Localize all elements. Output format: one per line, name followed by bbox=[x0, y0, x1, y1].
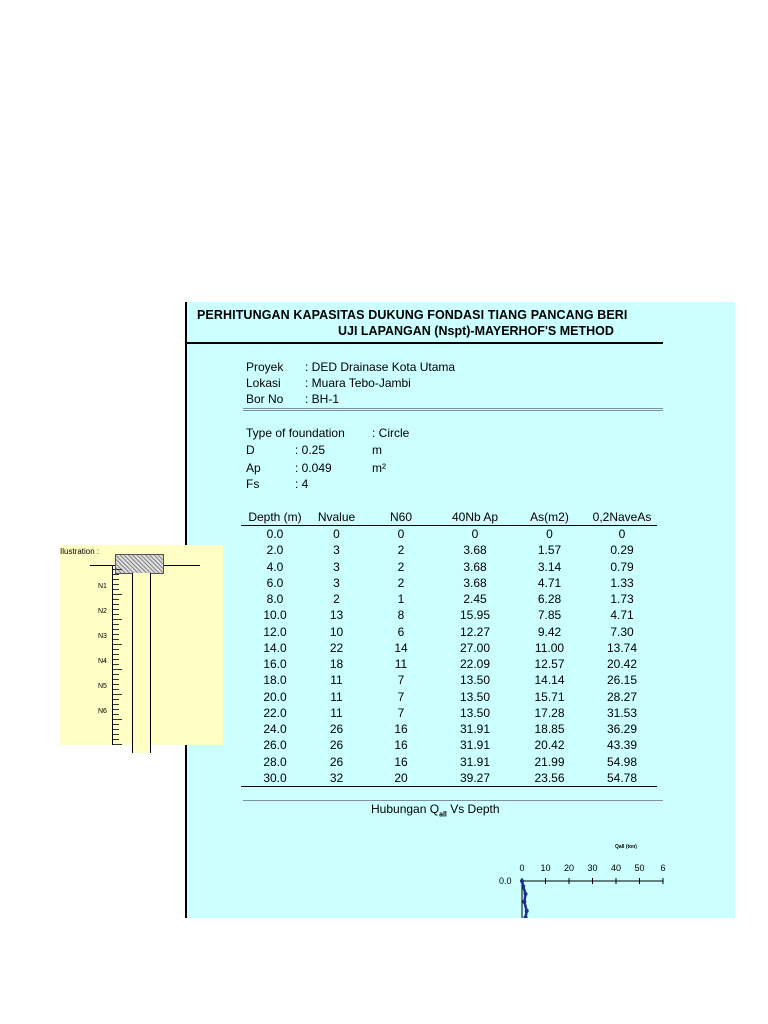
col-header: Nvalue bbox=[317, 510, 356, 524]
borno-value: : BH-1 bbox=[305, 392, 340, 406]
data-point bbox=[521, 884, 525, 888]
table-cell: 15.71 bbox=[534, 689, 565, 704]
scale-tick bbox=[113, 679, 119, 680]
x-tick-label: 40 bbox=[610, 863, 622, 873]
table-row bbox=[241, 575, 657, 591]
table-cell: 4.71 bbox=[537, 575, 562, 590]
table-cell: 26 bbox=[329, 754, 344, 769]
table-cell: 54.98 bbox=[606, 754, 638, 769]
type-value: : Circle bbox=[372, 426, 410, 440]
scale-tick bbox=[113, 719, 122, 720]
table-cell: 13.74 bbox=[606, 640, 638, 655]
table-cell: 7 bbox=[397, 705, 405, 720]
table-cell: 2 bbox=[397, 559, 405, 574]
table-cell: 4.0 bbox=[266, 559, 284, 574]
x-tick-label: 30 bbox=[587, 863, 598, 873]
graph-rule bbox=[243, 800, 663, 801]
table-cell: 31.53 bbox=[606, 705, 638, 720]
scale-tick bbox=[113, 569, 122, 570]
scale-tick bbox=[113, 714, 119, 715]
table-cell: 16 bbox=[394, 754, 408, 769]
scale-tick bbox=[113, 704, 119, 705]
scale-tick bbox=[113, 664, 119, 665]
data-point bbox=[525, 909, 529, 913]
chart-xlabel: Qall (ton) bbox=[615, 844, 637, 850]
table-cell: 7.30 bbox=[610, 624, 634, 639]
table-row bbox=[241, 689, 657, 705]
proyek-label: Proyek bbox=[246, 360, 284, 374]
soil-layer-label: N2 bbox=[98, 608, 107, 615]
table-cell: 20.42 bbox=[606, 657, 638, 671]
table-body bbox=[241, 526, 657, 787]
table-cell: 12.0 bbox=[263, 624, 287, 639]
table-cell: 10 bbox=[329, 624, 344, 639]
qall-depth-chart bbox=[485, 840, 725, 918]
scale-tick bbox=[113, 584, 119, 585]
data-point bbox=[524, 892, 528, 896]
data-point bbox=[520, 879, 524, 883]
fs-label: Fs bbox=[246, 477, 260, 491]
table-cell: 16 bbox=[394, 738, 408, 753]
fs-value: : 4 bbox=[295, 477, 309, 491]
col-header: 0,2NaveAs bbox=[592, 510, 652, 524]
table-cell: 3.68 bbox=[463, 575, 487, 590]
col-header: N60 bbox=[389, 510, 412, 524]
table-cell: 17.28 bbox=[534, 705, 565, 720]
table-cell: 27.00 bbox=[459, 640, 491, 655]
table-cell: 36.29 bbox=[606, 722, 638, 736]
table-cell: 22.0 bbox=[263, 705, 287, 720]
lokasi-label: Lokasi bbox=[246, 376, 281, 390]
table-cell: 1.57 bbox=[537, 543, 562, 558]
table-cell: 2.45 bbox=[463, 592, 487, 606]
table-cell: 4.71 bbox=[610, 608, 634, 623]
scale-tick bbox=[113, 744, 122, 745]
scale-tick bbox=[113, 659, 119, 660]
soil-layer-label: N3 bbox=[98, 633, 107, 640]
scale-tick bbox=[113, 649, 119, 650]
scale-tick bbox=[113, 734, 119, 735]
table-cell: 3 bbox=[333, 575, 340, 590]
x-tick-label: 0 bbox=[519, 863, 525, 873]
table-cell: 3.14 bbox=[537, 559, 562, 574]
table-cell: 30.0 bbox=[241, 770, 309, 787]
scale-tick bbox=[113, 699, 119, 700]
table-cell: 6.28 bbox=[537, 592, 562, 606]
table-cell: 14.14 bbox=[534, 673, 565, 688]
scale-tick bbox=[113, 619, 122, 620]
table-cell: 39.27 bbox=[438, 770, 512, 787]
table-cell: 11 bbox=[394, 657, 408, 671]
table-cell: 10.0 bbox=[263, 608, 287, 623]
table-cell: 18.0 bbox=[263, 673, 287, 688]
title-line-2: UJI LAPANGAN (Nspt)-MAYERHOF'S METHOD bbox=[338, 324, 614, 338]
soil-layer-label: N5 bbox=[98, 683, 107, 690]
title-line-1: PERHITUNGAN KAPASITAS DUKUNG FONDASI TIANG PANCANG BERI bbox=[197, 308, 628, 322]
table-cell: 0 bbox=[587, 526, 657, 543]
table-cell: 21.99 bbox=[534, 754, 565, 769]
table-cell: 31.91 bbox=[459, 738, 491, 753]
table-cell: 22 bbox=[329, 640, 344, 655]
x-tick-labels bbox=[519, 863, 665, 873]
scale-tick bbox=[113, 709, 119, 710]
table-cell: 43.39 bbox=[606, 738, 638, 753]
table-row bbox=[241, 754, 657, 770]
scale-tick bbox=[113, 624, 119, 625]
borno-label: Bor No bbox=[246, 392, 284, 406]
scale-tick bbox=[113, 689, 119, 690]
capacity-table bbox=[241, 509, 657, 787]
table-cell: 16 bbox=[394, 722, 408, 736]
scale-tick bbox=[113, 589, 119, 590]
soil-layer-label: N6 bbox=[98, 708, 107, 715]
graph-title-prefix: Hubungan Q bbox=[371, 802, 440, 816]
table-row bbox=[241, 542, 657, 558]
table-cell: 26.0 bbox=[263, 738, 287, 753]
table-cell: 26 bbox=[329, 722, 344, 736]
table-cell: 23.56 bbox=[512, 770, 587, 787]
y-tick-label: 0.0 bbox=[499, 876, 512, 886]
ap-value: : 0.049 bbox=[295, 461, 332, 475]
table-cell: 13.50 bbox=[459, 705, 491, 720]
table-row bbox=[241, 591, 657, 607]
x-tick-label: 20 bbox=[563, 863, 575, 873]
x-tick-label: 50 bbox=[634, 863, 645, 873]
scale-tick bbox=[113, 614, 119, 615]
scale-tick bbox=[113, 629, 119, 630]
scale-tick bbox=[113, 639, 119, 640]
table-cell: 16.0 bbox=[263, 657, 287, 671]
scale-tick bbox=[113, 674, 119, 675]
proyek-value: : DED Drainase Kota Utama bbox=[305, 360, 456, 374]
table-cell: 6.0 bbox=[266, 575, 284, 590]
table-row bbox=[241, 656, 657, 672]
scale-tick bbox=[113, 599, 119, 600]
illustration-label: Ilustration : bbox=[60, 547, 100, 556]
table-cell: 13.50 bbox=[459, 673, 491, 688]
ap-unit: m² bbox=[372, 461, 386, 475]
double-rule-1 bbox=[243, 408, 663, 411]
table-cell: 11 bbox=[330, 689, 343, 704]
scale-tick bbox=[113, 609, 119, 610]
scale-tick bbox=[113, 644, 122, 645]
table-cell: 8.0 bbox=[266, 592, 284, 606]
table-row bbox=[241, 526, 657, 543]
d-label: D bbox=[246, 443, 255, 457]
table-cell: 26 bbox=[329, 738, 344, 753]
table-cell: 13.50 bbox=[459, 689, 491, 704]
table-row bbox=[241, 640, 657, 656]
table-cell: 31.91 bbox=[459, 754, 491, 769]
table-cell: 3 bbox=[333, 559, 340, 574]
table-row bbox=[241, 737, 657, 753]
table-cell: 18 bbox=[329, 657, 344, 671]
table-row bbox=[241, 624, 657, 640]
scale-tick bbox=[113, 684, 119, 685]
table-cell: 0.0 bbox=[241, 526, 309, 543]
table-cell: 11 bbox=[330, 673, 343, 688]
d-unit: m bbox=[372, 443, 382, 457]
lokasi-value: : Muara Tebo-Jambi bbox=[305, 376, 411, 390]
table-cell: 31.91 bbox=[459, 722, 491, 736]
table-cell: 3 bbox=[333, 543, 340, 558]
graph-title-subscript: all bbox=[439, 811, 447, 819]
table-cell: 6 bbox=[397, 624, 405, 639]
pile-illustration bbox=[60, 545, 223, 745]
col-header: As(m2) bbox=[530, 510, 569, 524]
table-cell: 24.0 bbox=[263, 722, 287, 736]
table-cell: 2.0 bbox=[266, 543, 284, 558]
table-row bbox=[241, 607, 657, 623]
table-cell: 14.0 bbox=[263, 640, 287, 655]
table-cell: 12.57 bbox=[534, 657, 565, 671]
table-cell: 1 bbox=[397, 592, 405, 606]
col-header: 40Nb Ap bbox=[451, 510, 499, 524]
col-header: Depth (m) bbox=[248, 510, 302, 524]
x-tick-label: 6 bbox=[660, 863, 666, 873]
table-cell: 11.00 bbox=[534, 640, 565, 655]
scale-tick bbox=[113, 594, 122, 595]
pile-cap bbox=[115, 554, 164, 574]
x-tick-label: 10 bbox=[540, 863, 551, 873]
table-row bbox=[241, 705, 657, 721]
table-cell: 26.15 bbox=[606, 673, 638, 688]
table-cell: 11 bbox=[330, 705, 343, 720]
table-cell: 20 bbox=[364, 770, 438, 787]
table-cell: 15.95 bbox=[459, 608, 491, 623]
table-cell: 13 bbox=[329, 608, 344, 623]
table-cell: 14 bbox=[394, 640, 408, 655]
table-header-row bbox=[241, 509, 657, 526]
table-cell: 28.0 bbox=[263, 754, 287, 769]
table-cell: 2 bbox=[397, 543, 405, 558]
table-cell: 2 bbox=[333, 592, 340, 606]
table-cell: 20.0 bbox=[263, 689, 287, 704]
table-cell: 2 bbox=[397, 575, 405, 590]
scale-tick bbox=[113, 604, 119, 605]
table-cell: 32 bbox=[309, 770, 364, 787]
table-cell: 28.27 bbox=[606, 689, 638, 704]
table-cell: 0 bbox=[512, 526, 587, 543]
table-cell: 1.73 bbox=[610, 592, 634, 606]
graph-title-suffix: Vs Depth bbox=[446, 802, 500, 816]
soil-layer-label: N1 bbox=[98, 583, 107, 590]
scale-tick bbox=[113, 694, 122, 695]
soil-layer-label: N4 bbox=[98, 658, 107, 665]
graph-title bbox=[371, 802, 500, 818]
scale-tick bbox=[113, 634, 119, 635]
table-cell: 0 bbox=[364, 526, 438, 543]
table-cell: 0 bbox=[438, 526, 512, 543]
scale-tick bbox=[113, 739, 119, 740]
scale-tick bbox=[113, 579, 119, 580]
table-row bbox=[241, 672, 657, 688]
table-cell: 0.29 bbox=[610, 543, 634, 558]
table-cell: 12.27 bbox=[459, 624, 491, 639]
d-value: : 0.25 bbox=[295, 443, 326, 457]
pile-shaft bbox=[132, 573, 151, 753]
type-label: Type of foundation bbox=[246, 426, 345, 440]
scale-tick bbox=[113, 654, 119, 655]
table-row bbox=[241, 559, 657, 575]
table-row bbox=[241, 770, 657, 787]
table-cell: 9.42 bbox=[537, 624, 562, 639]
scale-tick bbox=[113, 669, 122, 670]
ap-label: Ap bbox=[246, 461, 261, 475]
table-cell: 0.79 bbox=[610, 559, 634, 574]
scale-tick bbox=[113, 574, 119, 575]
table-cell: 54.78 bbox=[587, 770, 657, 787]
table-row bbox=[241, 721, 657, 737]
table-cell: 0 bbox=[309, 526, 364, 543]
table-cell: 8 bbox=[397, 608, 405, 623]
depth-scale bbox=[112, 565, 113, 745]
table-cell: 7 bbox=[397, 673, 405, 688]
data-point bbox=[522, 900, 526, 904]
table-cell: 18.85 bbox=[534, 722, 565, 736]
scale-tick bbox=[113, 724, 119, 725]
scale-tick bbox=[113, 729, 119, 730]
spreadsheet-area bbox=[185, 302, 735, 918]
table-cell: 1.33 bbox=[610, 575, 634, 590]
table-cell: 20.42 bbox=[534, 738, 565, 753]
table-cell: 22.09 bbox=[459, 657, 491, 671]
table-cell: 3.68 bbox=[463, 543, 487, 558]
table-cell: 7 bbox=[397, 689, 405, 704]
table-cell: 7.85 bbox=[537, 608, 562, 623]
title-rule bbox=[185, 342, 663, 344]
table-cell: 3.68 bbox=[463, 559, 487, 574]
